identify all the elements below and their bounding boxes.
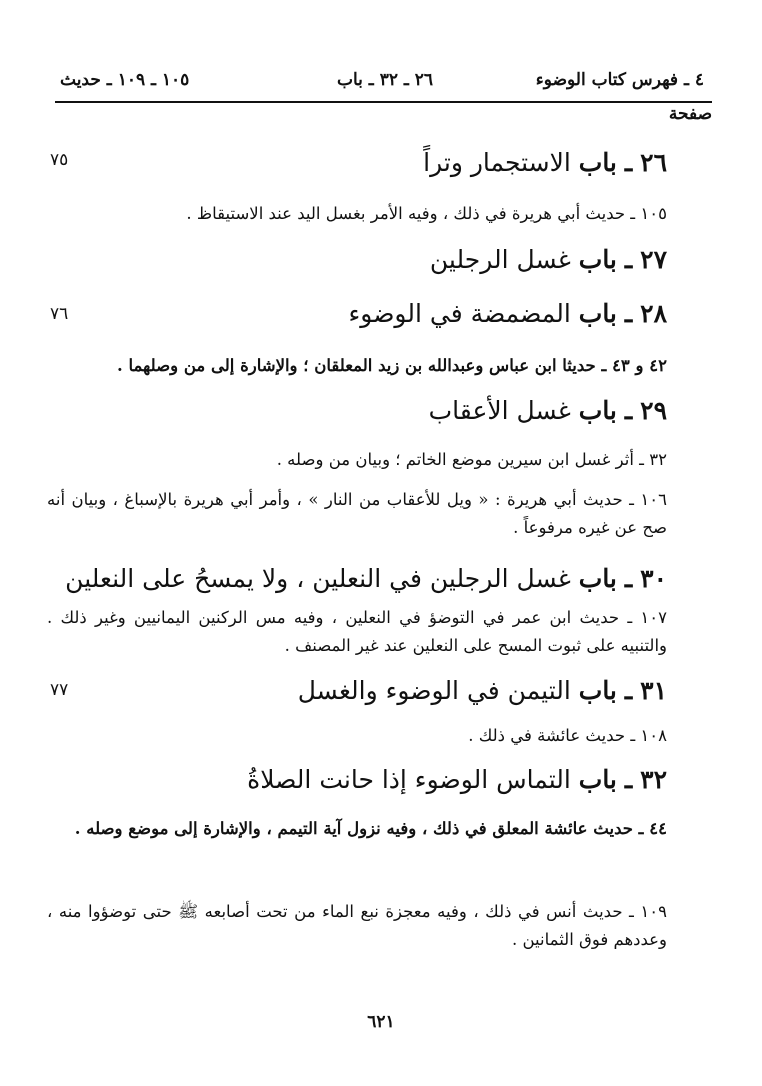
header-chapter-title: ٤ ـ فهرس كتاب الوضوء: [535, 70, 704, 90]
page-column-label: صفحة: [668, 104, 712, 124]
entry-athar-32: ٣٢ ـ أثر غسل ابن سيرين موضع الخاتم ؛ وبيان من وصله .: [276, 450, 667, 469]
chapter-title: غسل الرجلين في النعلين ، ولا يمسحُ على النعلين: [65, 564, 571, 593]
chapter-separator: ـ: [624, 676, 633, 705]
chapter-number: ٣٢: [640, 765, 667, 794]
chapter-bab-word: باب: [578, 676, 617, 705]
chapter-separator: ـ: [624, 765, 633, 794]
chapter-heading-31: [298, 674, 667, 708]
header-bab-range: ٢٦ ـ ٣٢ ـ باب: [336, 70, 434, 90]
entry-hadith-42-43: ٤٢ و ٤٣ ـ حديثا ابن عباس وعبدالله بن زيد المعلقان ؛ والإشارة إلى من وصلهما .: [117, 356, 667, 375]
header-hadith-range: ١٠٥ ـ ١٠٩ ـ حديث: [60, 70, 190, 90]
page-ref-77: ٧٧: [50, 680, 69, 700]
chapter-separator: ـ: [624, 564, 633, 593]
entry-hadith-44: ٤٤ ـ حديث عائشة المعلق في ذلك ، وفيه نزول آية التيمم ، والإشارة إلى موضع وصله .: [74, 819, 667, 838]
chapter-bab-word: باب: [578, 564, 617, 593]
chapter-bab-word: باب: [578, 299, 617, 328]
entry-hadith-106: ١٠٦ ـ حديث أبي هريرة : « ويل للأعقاب من النار » ، وأمر أبي هريرة بالإسباغ ، وبيان أنه صح عن غيره مرفوعاً .: [47, 490, 667, 537]
chapter-title: الاستجمار وتراً: [423, 148, 571, 177]
chapter-heading-26: [423, 146, 667, 180]
chapter-heading-30: [65, 562, 667, 596]
chapter-number: ٢٧: [640, 245, 667, 274]
chapter-heading-32: [247, 763, 667, 797]
chapter-separator: ـ: [624, 299, 633, 328]
chapter-title: التماس الوضوء إذا حانت الصلاةُ: [247, 765, 571, 794]
chapter-separator: ـ: [624, 245, 633, 274]
entry-hadith-105: ١٠٥ ـ حديث أبي هريرة في ذلك ، وفيه الأمر بغسل اليد عند الاستيقاظ .: [186, 204, 667, 223]
chapter-number: ٣١: [640, 676, 667, 705]
page-number: ٦٢١: [367, 1012, 395, 1032]
chapter-heading-29: [429, 394, 667, 428]
chapter-bab-word: باب: [578, 765, 617, 794]
chapter-bab-word: باب: [578, 245, 617, 274]
chapter-title: المضمضة في الوضوء: [348, 299, 571, 328]
chapter-number: ٣٠: [640, 564, 667, 593]
chapter-number: ٢٩: [640, 396, 667, 425]
entry-hadith-109: ١٠٩ ـ حديث أنس في ذلك ، وفيه معجزة نبع الماء من تحت أصابعه ﷺ حتى توضؤوا منه ، وعددهم فوق الثمانين .: [47, 902, 667, 949]
chapter-number: ٢٨: [640, 299, 667, 328]
chapter-title: التيمن في الوضوء والغسل: [297, 676, 571, 705]
chapter-title: غسل الأعقاب: [428, 396, 571, 425]
chapter-bab-word: باب: [578, 148, 617, 177]
header-rule: [55, 101, 712, 103]
chapter-separator: ـ: [624, 396, 633, 425]
chapter-bab-word: باب: [578, 396, 617, 425]
chapter-heading-28: [349, 297, 667, 331]
chapter-title: غسل الرجلين: [429, 245, 571, 274]
chapter-separator: ـ: [624, 148, 633, 177]
page-ref-76: ٧٦: [50, 304, 69, 324]
chapter-heading-27: [430, 243, 667, 277]
page-ref-75: ٧٥: [50, 150, 69, 170]
chapter-number: ٢٦: [640, 148, 667, 177]
entry-hadith-107: ١٠٧ ـ حديث ابن عمر في التوضؤ في النعلين ، وفيه مس الركنين اليمانيين وغير ذلك . والتنبيه على ثبوت المسح على النعلين عند غير المصنف .: [47, 608, 667, 655]
entry-hadith-108: ١٠٨ ـ حديث عائشة في ذلك .: [468, 726, 667, 745]
